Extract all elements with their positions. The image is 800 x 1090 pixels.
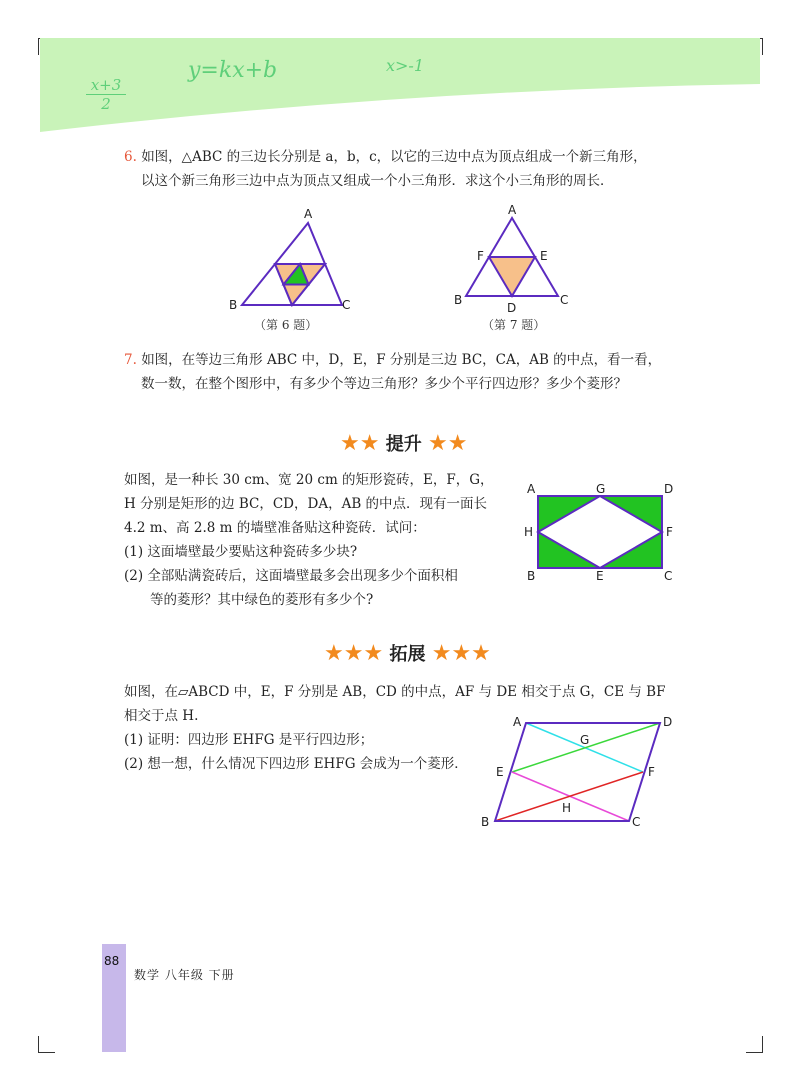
- extend-figure: [474, 708, 684, 830]
- q7-label-d: D: [507, 301, 517, 315]
- q6-label-a: A: [304, 207, 313, 221]
- extend-label-a: A: [513, 715, 522, 729]
- q6-line2: 以这个新三角形三边中点为顶点又组成一个小三角形．求这个小三角形的周长．: [141, 173, 614, 189]
- extend-label-c: C: [632, 815, 641, 829]
- banner-formula-inequality: x>-1: [386, 56, 425, 75]
- page-number: 88: [104, 954, 120, 968]
- star-icon: ★★★: [324, 641, 384, 666]
- crop-mark-bottom-left: [38, 1036, 55, 1053]
- crop-mark-bottom-right: [746, 1036, 763, 1053]
- improve-line3: 4.2 m、高 2.8 m 的墙壁准备贴这种瓷砖．试问：: [124, 520, 426, 536]
- q6-label-c: C: [342, 298, 351, 312]
- extend-label-h: H: [562, 801, 572, 815]
- q6-text: [124, 145, 647, 193]
- improve-label-a: A: [527, 482, 536, 496]
- improve-label-h: H: [524, 525, 534, 539]
- q7-text: [124, 348, 661, 396]
- q7-number: 7.: [124, 352, 137, 368]
- q7-label-b: B: [454, 293, 463, 307]
- star-icon: ★★: [428, 431, 468, 456]
- improve-figure: [520, 478, 690, 586]
- improve-label-g: G: [596, 482, 606, 496]
- q6-small-orange-bottom: [284, 285, 309, 306]
- q7-label-f: F: [477, 249, 484, 263]
- q7-figure: [452, 200, 582, 318]
- improve-line1: 如图，是一种长 30 cm、宽 20 cm 的矩形瓷砖，E，F，G，: [124, 472, 494, 488]
- extend-parallelogram: [495, 723, 660, 821]
- section-improve-heading: [340, 430, 467, 456]
- banner-formula-numerator: x+3: [86, 76, 126, 95]
- q7-label-a: A: [508, 203, 517, 217]
- improve-line5: (2) 全部贴满瓷砖后，这面墙壁最多会出现多少个面积相: [124, 568, 458, 584]
- extend-label-f: F: [648, 765, 655, 779]
- q6-figure: [228, 205, 368, 317]
- q6-line1: 如图，△ABC 的三边长分别是 a，b，c，以它的三边中点为顶点组成一个新三角形，: [141, 149, 647, 165]
- q6-number: 6.: [124, 149, 137, 165]
- banner-formula-linear: y=kx+b: [188, 58, 278, 83]
- improve-text: [124, 468, 494, 612]
- banner-formula-fraction: [86, 76, 126, 113]
- improve-label-e: E: [596, 569, 604, 583]
- extend-label-b: B: [481, 815, 490, 829]
- improve-line6: 等的菱形？其中绿色的菱形有多少个?: [150, 592, 374, 608]
- q6-caption: （第 6 题）: [254, 318, 318, 332]
- extend-label-g: G: [580, 733, 590, 747]
- section-extend-title: 拓展: [389, 644, 426, 665]
- extend-line4: (2) 想一想，什么情况下四边形 EHFG 会成为一个菱形．: [124, 756, 468, 772]
- extend-line3: (1) 证明：四边形 EHFG 是平行四边形；: [124, 732, 374, 748]
- extend-label-d: D: [663, 715, 673, 729]
- q7-label-e: E: [540, 249, 548, 263]
- star-icon: ★★★: [431, 641, 491, 666]
- improve-label-d: D: [664, 482, 674, 496]
- improve-label-f: F: [666, 525, 673, 539]
- footer-book-title: 数学 八年级 下册: [134, 968, 235, 982]
- star-icon: ★★: [340, 431, 380, 456]
- improve-label-b: B: [527, 569, 536, 583]
- improve-label-c: C: [664, 569, 673, 583]
- q6-label-b: B: [229, 298, 238, 312]
- header-banner: [40, 38, 760, 134]
- q7-triangle-center: [489, 257, 535, 296]
- q7-label-c: C: [560, 293, 569, 307]
- banner-formula-denominator: 2: [101, 95, 111, 113]
- q7-line1: 如图，在等边三角形 ABC 中，D，E，F 分别是三边 BC，CA，AB 的中点，看一看，: [141, 352, 662, 368]
- extend-label-e: E: [496, 765, 504, 779]
- extend-line-de: [512, 723, 660, 772]
- q7-line2: 数一数，在整个图形中，有多少个等边三角形？多少个平行四边形？多少个菱形？: [141, 376, 627, 392]
- section-improve-title: 提升: [385, 434, 422, 455]
- improve-line2: H 分别是矩形的边 BC，CD，DA，AB 的中点．现有一面长: [124, 496, 488, 512]
- extend-line2: 相交于点 H.: [124, 708, 199, 724]
- section-extend-heading: [324, 640, 491, 666]
- extend-line1: 如图，在▱ABCD 中，E，F 分别是 AB，CD 的中点，AF 与 DE 相交于点 G，CE 与 BF: [124, 684, 666, 700]
- improve-line4: (1) 这面墙壁最少要贴这种瓷砖多少块?: [124, 544, 358, 560]
- q7-caption: （第 7 题）: [482, 318, 546, 332]
